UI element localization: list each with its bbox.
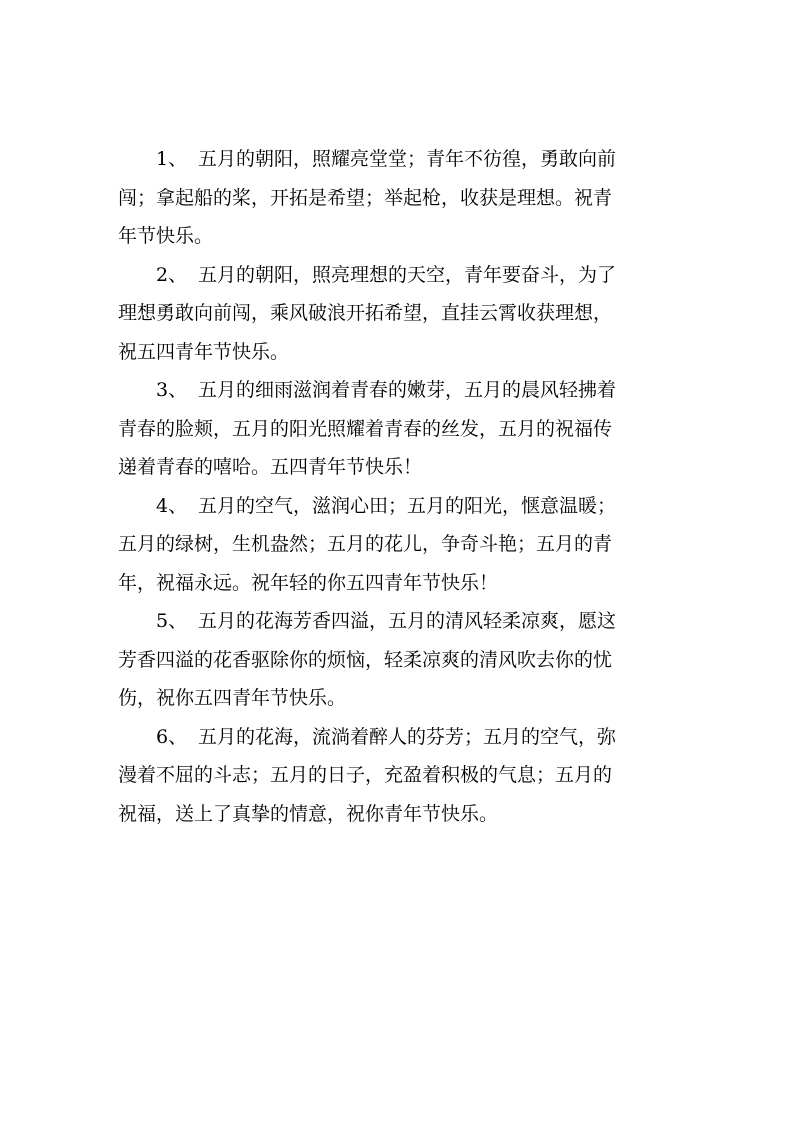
paragraph-line: 伤，祝你五四青年节快乐。 — [118, 687, 347, 709]
paragraph-3 — [118, 371, 678, 487]
paragraph-4 — [118, 487, 678, 603]
paragraph-line: 五月的细雨滋润着青春的嫩芽，五月的晨风轻拂着 — [198, 379, 617, 401]
paragraph-line: 五月的花海芳香四溢，五月的清风轻柔凉爽，愿这 — [198, 610, 617, 632]
paragraph-1 — [118, 140, 678, 256]
paragraph-number: 4、 — [156, 494, 188, 517]
paragraph-6 — [118, 718, 678, 834]
paragraph-2 — [118, 256, 678, 372]
paragraph-5 — [118, 602, 678, 718]
paragraph-number: 6、 — [156, 725, 188, 748]
paragraph-line: 祝五四青年节快乐。 — [118, 340, 290, 363]
paragraph-line: 年节快乐。 — [118, 225, 214, 247]
paragraph-number: 5、 — [156, 610, 188, 632]
paragraph-line: 五月的绿树，生机盎然；五月的花儿，争奇斗艳；五月的青 — [118, 533, 613, 555]
paragraph-line: 年，祝福永远。祝年轻的你五四青年节快乐！ — [118, 571, 499, 594]
paragraph-line: 漫着不屈的斗志；五月的日子，充盈着积极的气息；五月的 — [118, 764, 613, 786]
paragraph-line: 芳香四溢的花香驱除你的烦恼，轻柔凉爽的清风吹去你的忧 — [118, 648, 613, 671]
paragraph-line: 五月的朝阳，照亮理想的天空，青年要奋斗，为了 — [198, 263, 617, 286]
paragraph-line: 五月的空气，滋润心田；五月的阳光，惬意温暖； — [198, 494, 617, 517]
paragraph-line: 理想勇敢向前闯，乘风破浪开拓希望，直挂云霄收获理想， — [118, 302, 613, 324]
document-body — [118, 140, 678, 833]
paragraph-line: 闯；拿起船的桨，开拓是希望；举起枪，收获是理想。祝青 — [118, 186, 613, 209]
paragraph-number: 2、 — [156, 263, 188, 286]
paragraph-number: 3、 — [156, 379, 188, 401]
paragraph-number: 1、 — [156, 148, 188, 170]
paragraph-line: 五月的朝阳，照耀亮堂堂；青年不彷徨，勇敢向前 — [198, 148, 617, 170]
paragraph-line: 青春的脸颊，五月的阳光照耀着青春的丝发，五月的祝福传 — [118, 417, 613, 440]
paragraph-line: 祝福，送上了真挚的情意，祝你青年节快乐。 — [118, 802, 499, 825]
paragraph-line: 五月的花海，流淌着醉人的芬芳；五月的空气，弥 — [198, 725, 617, 748]
paragraph-line: 递着青春的嘻哈。五四青年节快乐！ — [118, 456, 423, 478]
